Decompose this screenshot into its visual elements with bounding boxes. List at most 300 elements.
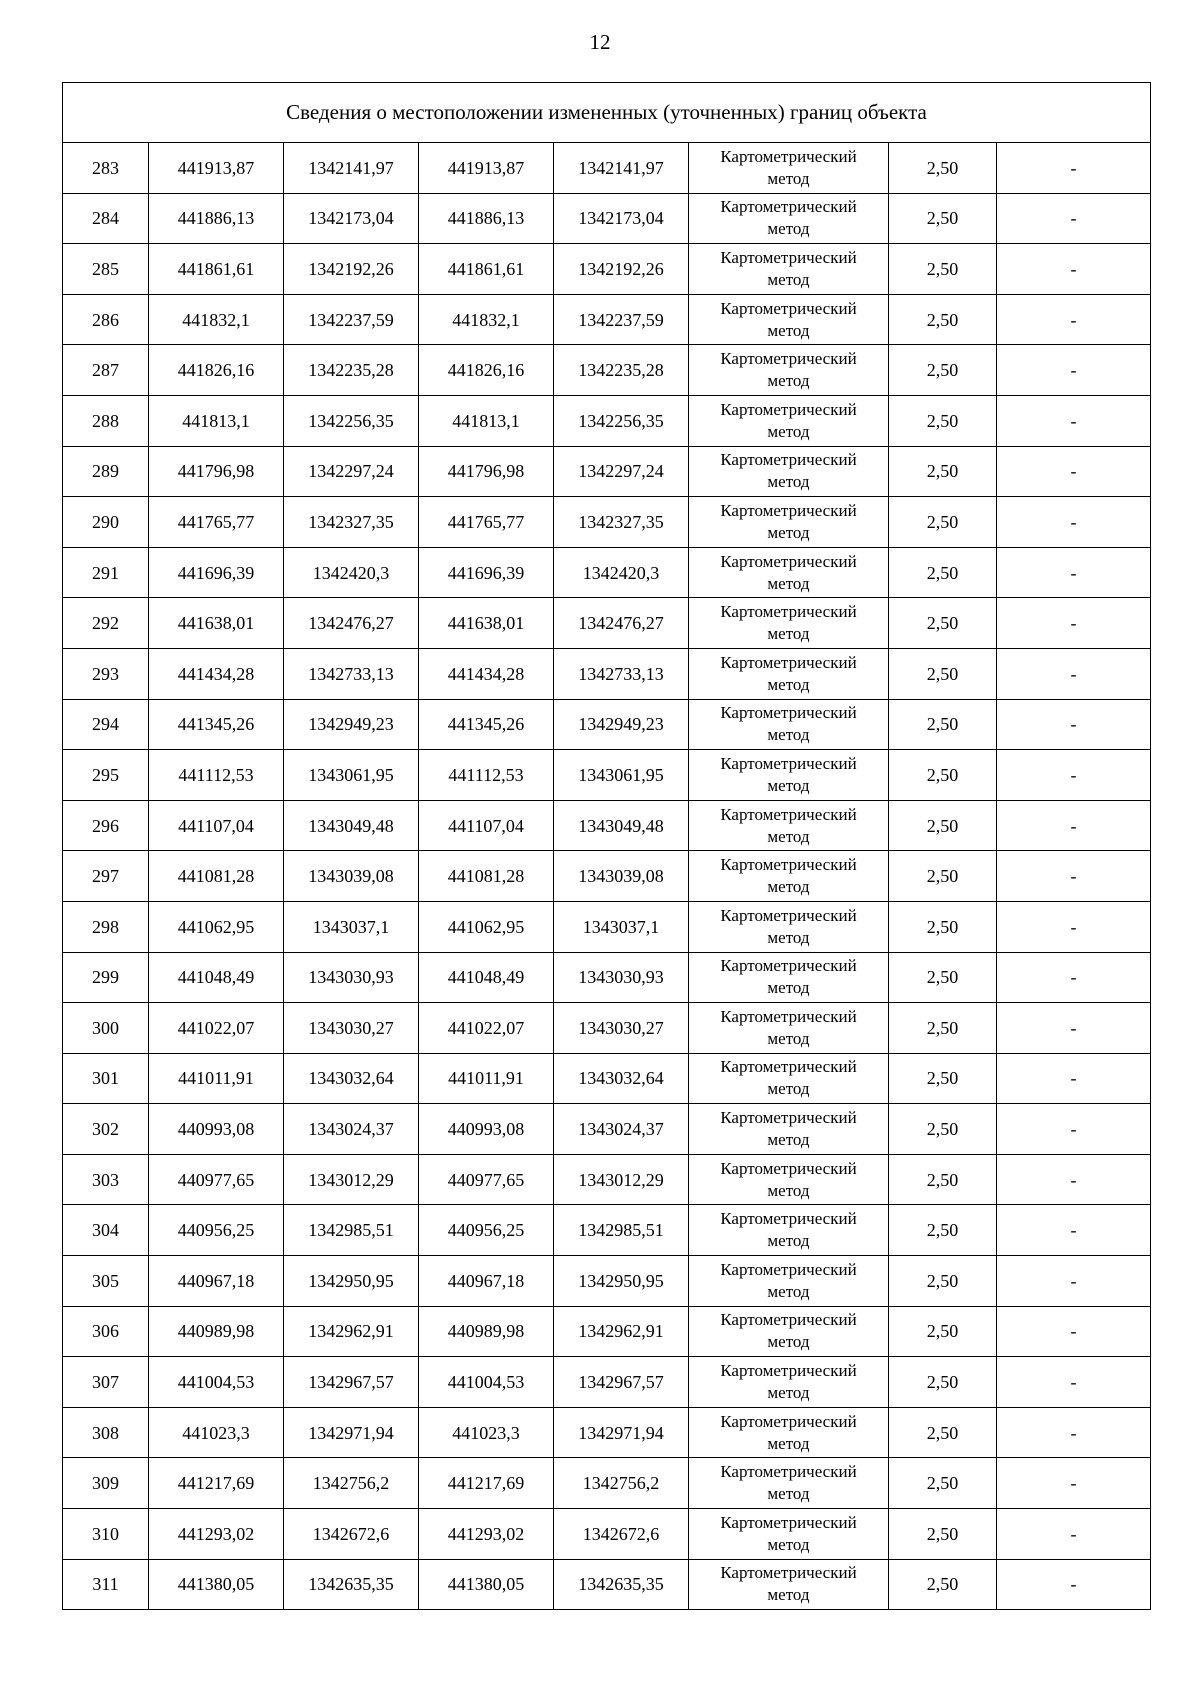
note-cell: - — [997, 1407, 1151, 1458]
refined-x-cell: 441886,13 — [419, 193, 554, 244]
accuracy-cell: 2,50 — [889, 547, 997, 598]
note-cell: - — [997, 1154, 1151, 1205]
method-label-line2: метод — [767, 371, 810, 391]
accuracy-cell: 2,50 — [889, 800, 997, 851]
existing-y-cell: 1342962,91 — [284, 1306, 419, 1357]
existing-x-cell: 441345,26 — [149, 699, 284, 750]
refined-x-cell: 441345,26 — [419, 699, 554, 750]
existing-x-cell: 441081,28 — [149, 851, 284, 902]
method-label-line2: метод — [767, 1281, 810, 1301]
method-label-line1: Картометрический — [720, 1462, 857, 1482]
method-label-line2: метод — [767, 269, 810, 289]
existing-y-cell: 1342327,35 — [284, 497, 419, 548]
table-row — [63, 901, 1151, 952]
note-cell: - — [997, 1003, 1151, 1054]
refined-y-cell: 1343024,37 — [554, 1104, 689, 1155]
point-number-cell: 307 — [63, 1357, 149, 1408]
note-cell: - — [997, 497, 1151, 548]
method-label-line2: метод — [767, 1028, 810, 1048]
refined-x-cell: 441107,04 — [419, 800, 554, 851]
method-cell — [689, 1458, 889, 1509]
method-cell — [689, 952, 889, 1003]
existing-x-cell: 441048,49 — [149, 952, 284, 1003]
table-row — [63, 598, 1151, 649]
existing-x-cell: 440977,65 — [149, 1154, 284, 1205]
table-row — [63, 497, 1151, 548]
refined-y-cell: 1342756,2 — [554, 1458, 689, 1509]
method-label-line1: Картометрический — [720, 703, 857, 723]
refined-y-cell: 1342235,28 — [554, 345, 689, 396]
existing-y-cell: 1343037,1 — [284, 901, 419, 952]
point-number-cell: 290 — [63, 497, 149, 548]
accuracy-cell: 2,50 — [889, 1104, 997, 1155]
method-label-line1: Картометрический — [720, 197, 857, 217]
accuracy-cell: 2,50 — [889, 1256, 997, 1307]
note-cell: - — [997, 1509, 1151, 1560]
existing-x-cell: 440956,25 — [149, 1205, 284, 1256]
method-label-line1: Картометрический — [720, 1411, 857, 1431]
method-cell — [689, 1306, 889, 1357]
method-cell — [689, 1154, 889, 1205]
existing-y-cell: 1343049,48 — [284, 800, 419, 851]
point-number-cell: 302 — [63, 1104, 149, 1155]
method-label-line2: метод — [767, 522, 810, 542]
refined-x-cell: 441062,95 — [419, 901, 554, 952]
existing-y-cell: 1342967,57 — [284, 1357, 419, 1408]
accuracy-cell: 2,50 — [889, 497, 997, 548]
accuracy-cell: 2,50 — [889, 750, 997, 801]
method-label-line2: метод — [767, 978, 810, 998]
point-number-cell: 289 — [63, 446, 149, 497]
method-label-line2: метод — [767, 826, 810, 846]
table-row — [63, 1357, 1151, 1408]
method-label-line1: Картометрический — [720, 1310, 857, 1330]
existing-x-cell: 441112,53 — [149, 750, 284, 801]
method-label-line2: метод — [767, 1585, 810, 1605]
method-label-line1: Картометрический — [720, 905, 857, 925]
point-number-cell: 292 — [63, 598, 149, 649]
existing-x-cell: 441696,39 — [149, 547, 284, 598]
note-cell: - — [997, 1104, 1151, 1155]
existing-y-cell: 1342420,3 — [284, 547, 419, 598]
accuracy-cell: 2,50 — [889, 952, 997, 1003]
method-label-line1: Картометрический — [720, 1563, 857, 1583]
table-row — [63, 1509, 1151, 1560]
point-number-cell: 295 — [63, 750, 149, 801]
method-cell — [689, 1509, 889, 1560]
refined-x-cell: 440977,65 — [419, 1154, 554, 1205]
refined-y-cell: 1342962,91 — [554, 1306, 689, 1357]
note-cell: - — [997, 1053, 1151, 1104]
table-row — [63, 851, 1151, 902]
method-label-line1: Картометрический — [720, 500, 857, 520]
table-row — [63, 1306, 1151, 1357]
method-label-line1: Картометрический — [720, 956, 857, 976]
method-cell — [689, 598, 889, 649]
note-cell: - — [997, 395, 1151, 446]
note-cell: - — [997, 800, 1151, 851]
method-label-line2: метод — [767, 1079, 810, 1099]
existing-y-cell: 1342237,59 — [284, 294, 419, 345]
note-cell: - — [997, 244, 1151, 295]
refined-y-cell: 1343049,48 — [554, 800, 689, 851]
existing-x-cell: 441380,05 — [149, 1559, 284, 1610]
refined-y-cell: 1342985,51 — [554, 1205, 689, 1256]
refined-y-cell: 1343032,64 — [554, 1053, 689, 1104]
existing-y-cell: 1342950,95 — [284, 1256, 419, 1307]
existing-x-cell: 440967,18 — [149, 1256, 284, 1307]
note-cell: - — [997, 1357, 1151, 1408]
method-cell — [689, 497, 889, 548]
method-label-line1: Картометрический — [720, 1512, 857, 1532]
accuracy-cell: 2,50 — [889, 1509, 997, 1560]
refined-x-cell: 441813,1 — [419, 395, 554, 446]
refined-y-cell: 1342256,35 — [554, 395, 689, 446]
accuracy-cell: 2,50 — [889, 395, 997, 446]
refined-y-cell: 1343037,1 — [554, 901, 689, 952]
refined-x-cell: 441022,07 — [419, 1003, 554, 1054]
note-cell: - — [997, 750, 1151, 801]
existing-y-cell: 1342733,13 — [284, 648, 419, 699]
table-row — [63, 800, 1151, 851]
refined-x-cell: 441913,87 — [419, 143, 554, 194]
point-number-cell: 308 — [63, 1407, 149, 1458]
accuracy-cell: 2,50 — [889, 1306, 997, 1357]
method-label-line1: Картометрический — [720, 247, 857, 267]
method-label-line1: Картометрический — [720, 450, 857, 470]
method-label-line1: Картометрический — [720, 349, 857, 369]
existing-y-cell: 1343024,37 — [284, 1104, 419, 1155]
table-row — [63, 143, 1151, 194]
method-label-line2: метод — [767, 775, 810, 795]
method-cell — [689, 1407, 889, 1458]
accuracy-cell: 2,50 — [889, 294, 997, 345]
point-number-cell: 301 — [63, 1053, 149, 1104]
method-label-line2: метод — [767, 674, 810, 694]
accuracy-cell: 2,50 — [889, 1458, 997, 1509]
refined-y-cell: 1342949,23 — [554, 699, 689, 750]
refined-y-cell: 1343061,95 — [554, 750, 689, 801]
note-cell: - — [997, 1205, 1151, 1256]
method-label-line2: метод — [767, 1383, 810, 1403]
point-number-cell: 311 — [63, 1559, 149, 1610]
point-number-cell: 298 — [63, 901, 149, 952]
method-label-line1: Картометрический — [720, 1006, 857, 1026]
method-cell — [689, 648, 889, 699]
accuracy-cell: 2,50 — [889, 345, 997, 396]
existing-y-cell: 1342235,28 — [284, 345, 419, 396]
existing-y-cell: 1343012,29 — [284, 1154, 419, 1205]
note-cell: - — [997, 345, 1151, 396]
table-row — [63, 1407, 1151, 1458]
existing-y-cell: 1342635,35 — [284, 1559, 419, 1610]
refined-x-cell: 441293,02 — [419, 1509, 554, 1560]
table-row — [63, 1256, 1151, 1307]
accuracy-cell: 2,50 — [889, 1205, 997, 1256]
point-number-cell: 287 — [63, 345, 149, 396]
refined-y-cell: 1342950,95 — [554, 1256, 689, 1307]
method-cell — [689, 1003, 889, 1054]
note-cell: - — [997, 547, 1151, 598]
table-row — [63, 648, 1151, 699]
method-label-line1: Картометрический — [720, 399, 857, 419]
method-cell — [689, 547, 889, 598]
method-cell — [689, 901, 889, 952]
existing-x-cell: 441022,07 — [149, 1003, 284, 1054]
accuracy-cell: 2,50 — [889, 244, 997, 295]
refined-y-cell: 1343012,29 — [554, 1154, 689, 1205]
note-cell: - — [997, 193, 1151, 244]
accuracy-cell: 2,50 — [889, 901, 997, 952]
method-label-line1: Картометрический — [720, 1361, 857, 1381]
method-cell — [689, 143, 889, 194]
table-row — [63, 446, 1151, 497]
method-label-line1: Картометрический — [720, 855, 857, 875]
refined-y-cell: 1342635,35 — [554, 1559, 689, 1610]
accuracy-cell: 2,50 — [889, 851, 997, 902]
point-number-cell: 296 — [63, 800, 149, 851]
note-cell: - — [997, 901, 1151, 952]
existing-x-cell: 441886,13 — [149, 193, 284, 244]
existing-x-cell: 441023,3 — [149, 1407, 284, 1458]
accuracy-cell: 2,50 — [889, 143, 997, 194]
existing-x-cell: 441832,1 — [149, 294, 284, 345]
table-title: Сведения о местоположении измененных (уточненных) границ объекта — [63, 83, 1151, 143]
refined-y-cell: 1343039,08 — [554, 851, 689, 902]
existing-y-cell: 1343030,93 — [284, 952, 419, 1003]
accuracy-cell: 2,50 — [889, 1407, 997, 1458]
existing-x-cell: 441107,04 — [149, 800, 284, 851]
note-cell: - — [997, 851, 1151, 902]
existing-x-cell: 441826,16 — [149, 345, 284, 396]
point-number-cell: 293 — [63, 648, 149, 699]
refined-x-cell: 441832,1 — [419, 294, 554, 345]
note-cell: - — [997, 598, 1151, 649]
method-cell — [689, 750, 889, 801]
existing-x-cell: 441913,87 — [149, 143, 284, 194]
existing-x-cell: 441638,01 — [149, 598, 284, 649]
table-row — [63, 345, 1151, 396]
refined-x-cell: 440956,25 — [419, 1205, 554, 1256]
method-label-line1: Картометрический — [720, 602, 857, 622]
refined-y-cell: 1342327,35 — [554, 497, 689, 548]
accuracy-cell: 2,50 — [889, 1154, 997, 1205]
note-cell: - — [997, 1559, 1151, 1610]
method-cell — [689, 446, 889, 497]
method-cell — [689, 294, 889, 345]
accuracy-cell: 2,50 — [889, 598, 997, 649]
method-cell — [689, 1559, 889, 1610]
method-cell — [689, 1053, 889, 1104]
existing-y-cell: 1343032,64 — [284, 1053, 419, 1104]
existing-y-cell: 1342672,6 — [284, 1509, 419, 1560]
refined-x-cell: 440989,98 — [419, 1306, 554, 1357]
refined-y-cell: 1343030,27 — [554, 1003, 689, 1054]
table-row — [63, 1003, 1151, 1054]
method-label-line2: метод — [767, 1231, 810, 1251]
existing-y-cell: 1343030,27 — [284, 1003, 419, 1054]
refined-x-cell: 441638,01 — [419, 598, 554, 649]
method-label-line2: метод — [767, 168, 810, 188]
refined-x-cell: 441048,49 — [419, 952, 554, 1003]
existing-y-cell: 1342256,35 — [284, 395, 419, 446]
method-cell — [689, 1205, 889, 1256]
refined-y-cell: 1342237,59 — [554, 294, 689, 345]
point-number-cell: 305 — [63, 1256, 149, 1307]
existing-x-cell: 441004,53 — [149, 1357, 284, 1408]
point-number-cell: 284 — [63, 193, 149, 244]
method-label-line2: метод — [767, 1332, 810, 1352]
refined-y-cell: 1342420,3 — [554, 547, 689, 598]
page-number: 12 — [589, 30, 611, 54]
method-cell — [689, 800, 889, 851]
method-cell — [689, 193, 889, 244]
existing-x-cell: 440989,98 — [149, 1306, 284, 1357]
method-label-line1: Картометрический — [720, 146, 857, 166]
method-label-line1: Картометрический — [720, 1158, 857, 1178]
method-label-line1: Картометрический — [720, 551, 857, 571]
method-label-line2: метод — [767, 1180, 810, 1200]
table-row — [63, 1458, 1151, 1509]
refined-x-cell: 441004,53 — [419, 1357, 554, 1408]
refined-x-cell: 441434,28 — [419, 648, 554, 699]
point-number-cell: 304 — [63, 1205, 149, 1256]
existing-x-cell: 441796,98 — [149, 446, 284, 497]
method-label-line1: Картометрический — [720, 804, 857, 824]
refined-x-cell: 441112,53 — [419, 750, 554, 801]
method-label-line1: Картометрический — [720, 1259, 857, 1279]
method-label-line1: Картометрический — [720, 1057, 857, 1077]
method-label-line2: метод — [767, 927, 810, 947]
refined-y-cell: 1343030,93 — [554, 952, 689, 1003]
method-label-line2: метод — [767, 320, 810, 340]
refined-y-cell: 1342733,13 — [554, 648, 689, 699]
existing-y-cell: 1343061,95 — [284, 750, 419, 801]
refined-x-cell: 441380,05 — [419, 1559, 554, 1610]
table-row — [63, 750, 1151, 801]
table-row — [63, 395, 1151, 446]
method-cell — [689, 395, 889, 446]
table-row — [63, 952, 1151, 1003]
table-row — [63, 1205, 1151, 1256]
existing-x-cell: 441011,91 — [149, 1053, 284, 1104]
existing-y-cell: 1342297,24 — [284, 446, 419, 497]
point-number-cell: 297 — [63, 851, 149, 902]
boundary-coordinates-table — [62, 82, 1151, 1610]
table-row — [63, 547, 1151, 598]
accuracy-cell: 2,50 — [889, 699, 997, 750]
existing-y-cell: 1342173,04 — [284, 193, 419, 244]
method-cell — [689, 1104, 889, 1155]
method-label-line2: метод — [767, 725, 810, 745]
method-label-line1: Картометрический — [720, 753, 857, 773]
note-cell: - — [997, 1306, 1151, 1357]
note-cell: - — [997, 446, 1151, 497]
existing-y-cell: 1343039,08 — [284, 851, 419, 902]
method-label-line1: Картометрический — [720, 652, 857, 672]
note-cell: - — [997, 1256, 1151, 1307]
refined-x-cell: 441011,91 — [419, 1053, 554, 1104]
table-row — [63, 193, 1151, 244]
method-label-line1: Картометрический — [720, 298, 857, 318]
point-number-cell: 306 — [63, 1306, 149, 1357]
existing-y-cell: 1342476,27 — [284, 598, 419, 649]
refined-y-cell: 1342967,57 — [554, 1357, 689, 1408]
method-label-line1: Картометрический — [720, 1108, 857, 1128]
existing-x-cell: 441293,02 — [149, 1509, 284, 1560]
point-number-cell: 294 — [63, 699, 149, 750]
refined-y-cell: 1342173,04 — [554, 193, 689, 244]
point-number-cell: 286 — [63, 294, 149, 345]
refined-y-cell: 1342192,26 — [554, 244, 689, 295]
accuracy-cell: 2,50 — [889, 1559, 997, 1610]
refined-x-cell: 441861,61 — [419, 244, 554, 295]
point-number-cell: 285 — [63, 244, 149, 295]
point-number-cell: 303 — [63, 1154, 149, 1205]
method-label-line2: метод — [767, 1534, 810, 1554]
existing-x-cell: 441434,28 — [149, 648, 284, 699]
point-number-cell: 310 — [63, 1509, 149, 1560]
refined-x-cell: 440967,18 — [419, 1256, 554, 1307]
existing-x-cell: 440993,08 — [149, 1104, 284, 1155]
refined-y-cell: 1342476,27 — [554, 598, 689, 649]
point-number-cell: 300 — [63, 1003, 149, 1054]
accuracy-cell: 2,50 — [889, 648, 997, 699]
method-label-line2: метод — [767, 1484, 810, 1504]
refined-x-cell: 441796,98 — [419, 446, 554, 497]
existing-x-cell: 441217,69 — [149, 1458, 284, 1509]
note-cell: - — [997, 294, 1151, 345]
table-row — [63, 1559, 1151, 1610]
method-label-line2: метод — [767, 624, 810, 644]
point-number-cell: 283 — [63, 143, 149, 194]
method-cell — [689, 244, 889, 295]
table-title-row — [63, 83, 1151, 143]
refined-x-cell: 441081,28 — [419, 851, 554, 902]
existing-x-cell: 441765,77 — [149, 497, 284, 548]
accuracy-cell: 2,50 — [889, 1357, 997, 1408]
table-row — [63, 1154, 1151, 1205]
table-row — [63, 294, 1151, 345]
method-cell — [689, 851, 889, 902]
point-number-cell: 288 — [63, 395, 149, 446]
accuracy-cell: 2,50 — [889, 193, 997, 244]
refined-y-cell: 1342971,94 — [554, 1407, 689, 1458]
refined-x-cell: 441765,77 — [419, 497, 554, 548]
table-row — [63, 244, 1151, 295]
method-label-line2: метод — [767, 573, 810, 593]
accuracy-cell: 2,50 — [889, 1003, 997, 1054]
point-number-cell: 291 — [63, 547, 149, 598]
accuracy-cell: 2,50 — [889, 1053, 997, 1104]
method-cell — [689, 699, 889, 750]
existing-y-cell: 1342985,51 — [284, 1205, 419, 1256]
point-number-cell: 299 — [63, 952, 149, 1003]
existing-y-cell: 1342141,97 — [284, 143, 419, 194]
existing-x-cell: 441062,95 — [149, 901, 284, 952]
existing-x-cell: 441813,1 — [149, 395, 284, 446]
method-label-line1: Картометрический — [720, 1209, 857, 1229]
existing-y-cell: 1342192,26 — [284, 244, 419, 295]
existing-y-cell: 1342756,2 — [284, 1458, 419, 1509]
method-label-line2: метод — [767, 421, 810, 441]
method-label-line2: метод — [767, 1433, 810, 1453]
existing-y-cell: 1342949,23 — [284, 699, 419, 750]
table-row — [63, 1053, 1151, 1104]
refined-x-cell: 440993,08 — [419, 1104, 554, 1155]
method-label-line2: метод — [767, 877, 810, 897]
refined-x-cell: 441696,39 — [419, 547, 554, 598]
